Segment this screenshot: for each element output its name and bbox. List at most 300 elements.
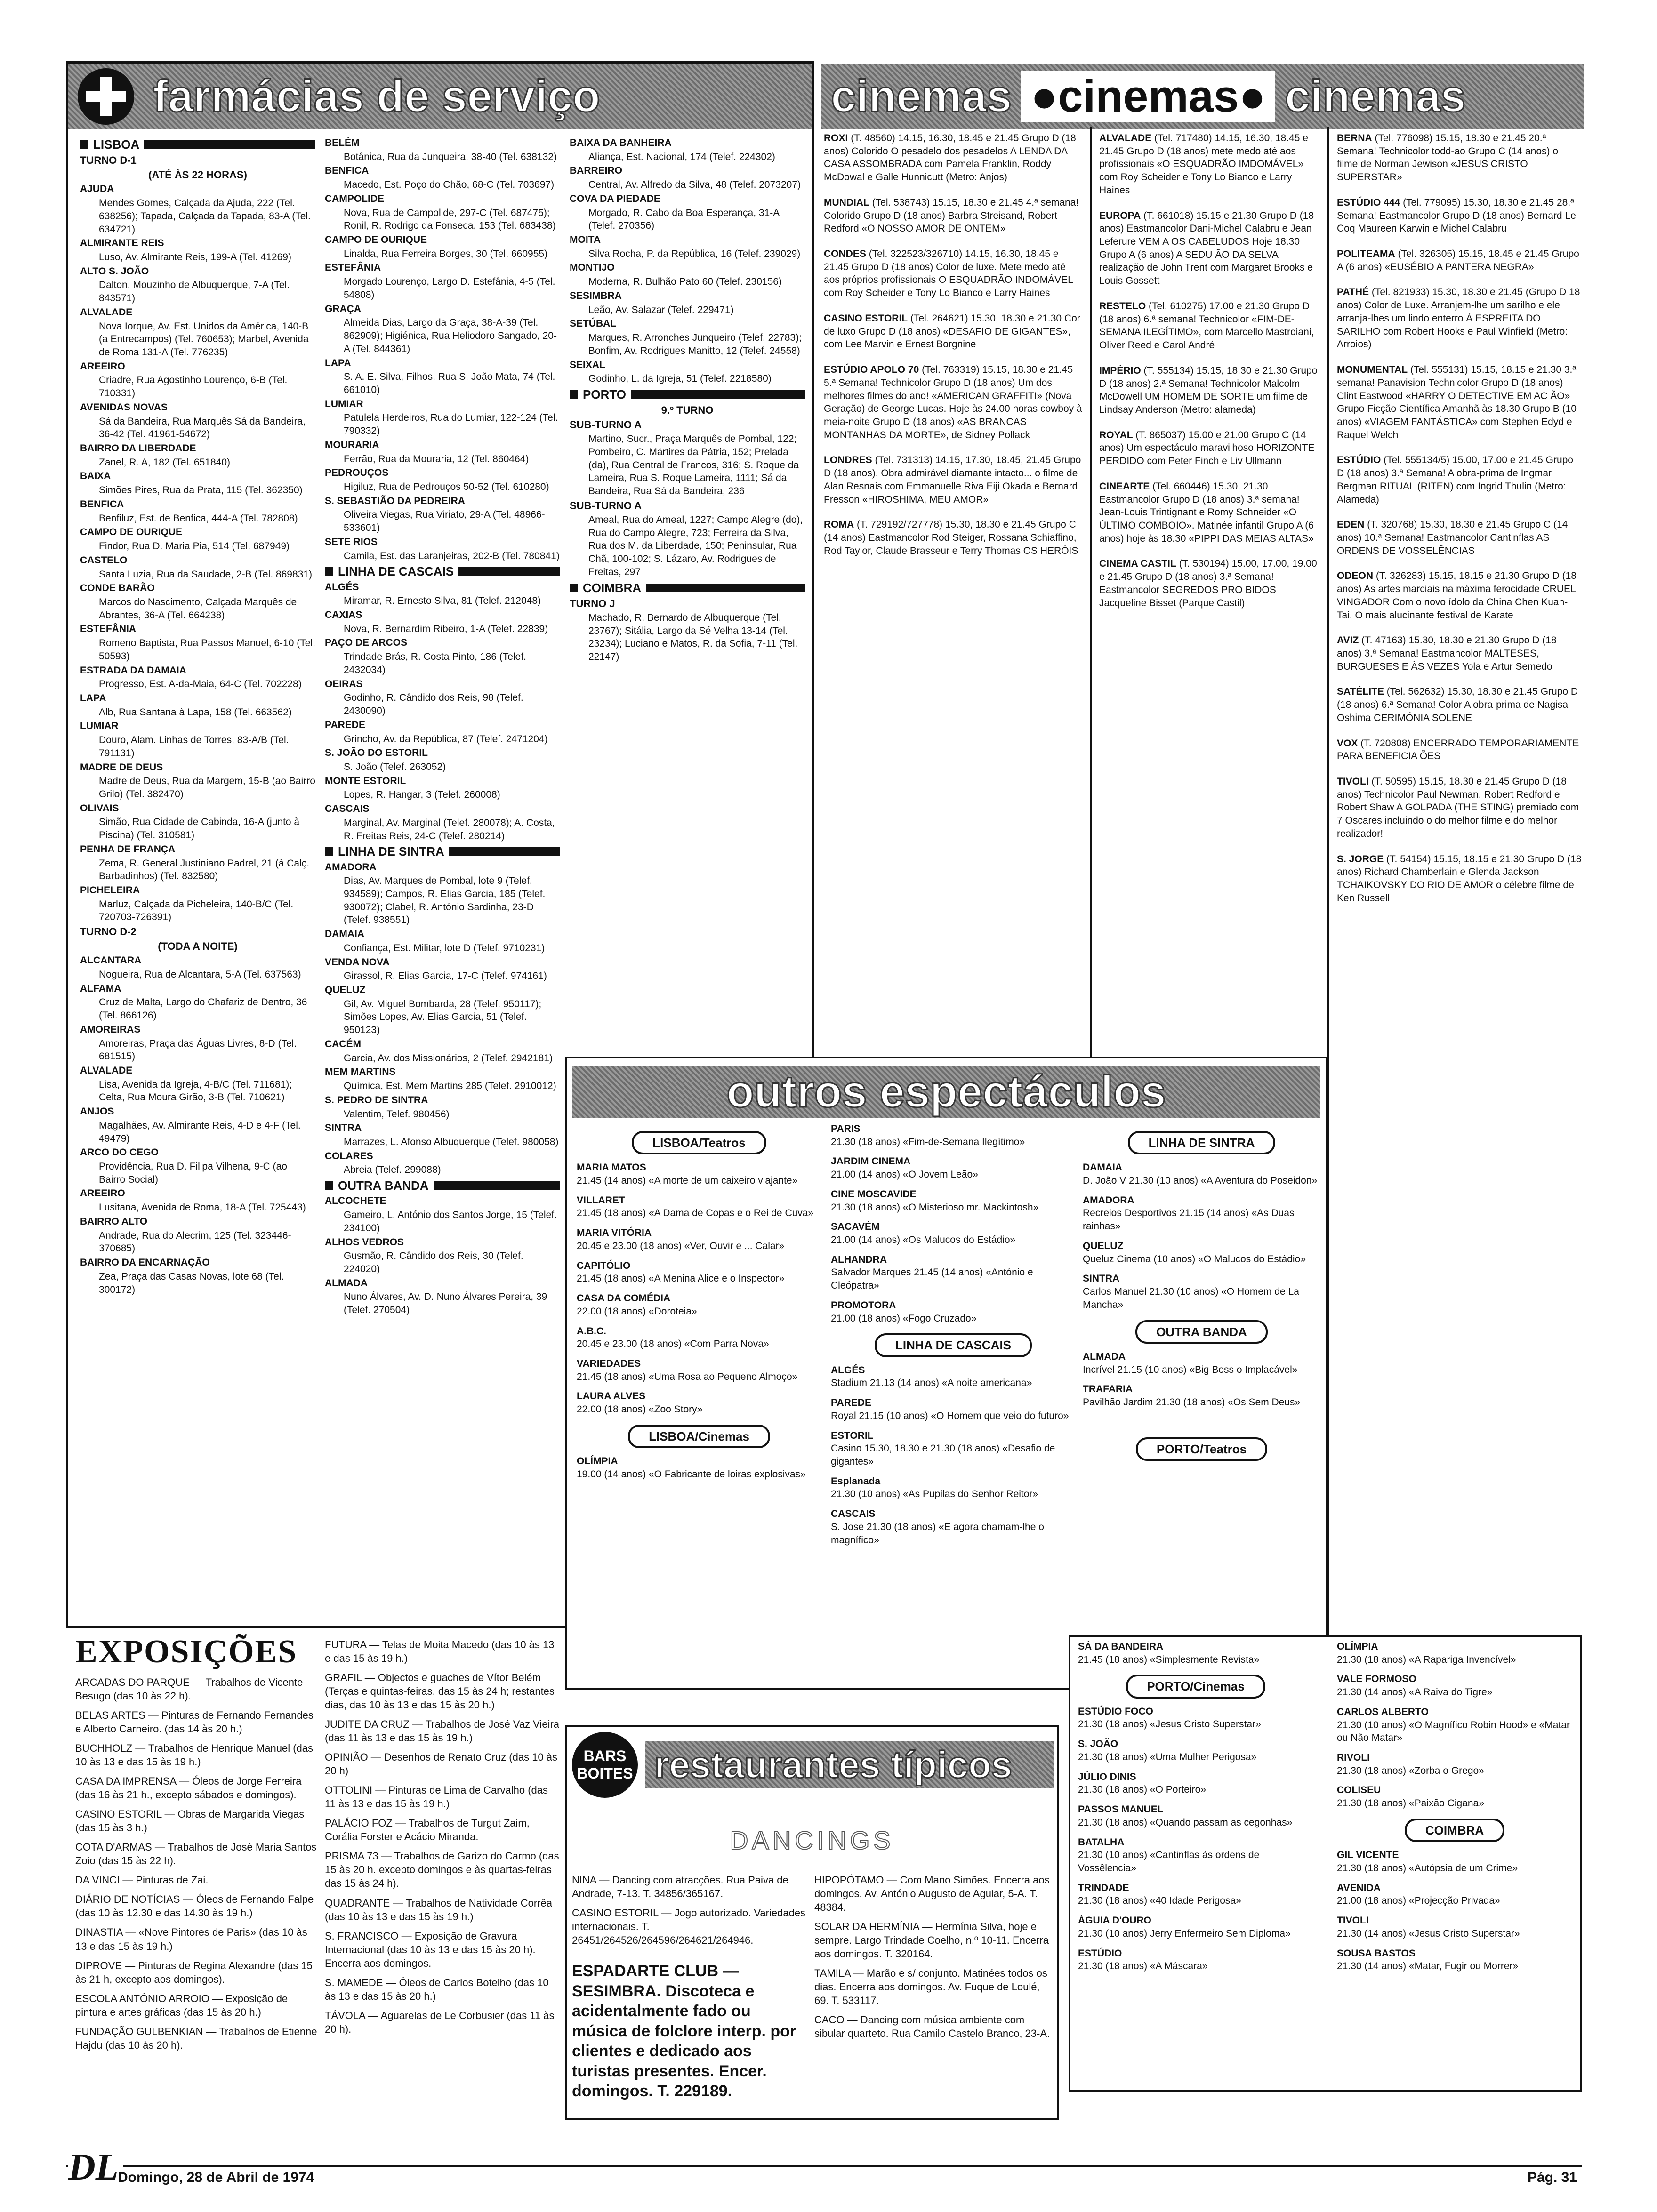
venue-entry: SOLAR DA HERMÍNIA — Hermínia Silva, hoje e sempre. Largo Trindade Coelho, n.º 10-11. Encerra aos domingos. T. 320164. <box>814 1921 1049 1960</box>
list-item-title: LAURA ALVES <box>577 1391 646 1402</box>
pharmacy-entry: Providência, Rua D. Filipa Vilhena, 9-C (ao Bairro Social) <box>99 1161 287 1185</box>
list-item <box>1099 557 1323 609</box>
list-item <box>1078 1947 1313 1973</box>
pharmacy-entry: Moderna, R. Bulhão Pato 60 (Telef. 230156) <box>588 276 782 288</box>
pharmacy-entry: Nuno Álvares, Av. D. Nuno Álvares Pereira, 39 (Telef. 270504) <box>344 1291 547 1316</box>
list-item-title: AVIZ <box>1337 635 1359 646</box>
list-item-detail: (Tel. 264621) 15.30, 18.30 e 21.30 Cor de luxo Grupo D (18 anos) «DESAFIO DE GIGANTES», com Lee Marvin e Ernest Borgnine <box>824 313 1080 350</box>
exposicoes-col-2 <box>325 1638 560 2099</box>
list-item-title: Esplanada <box>831 1475 881 1487</box>
list-item-title: CASCAIS <box>831 1508 876 1520</box>
list-item-detail: (Tel. 562632) 15.30, 18.30 e 21.45 Grupo D (18 anos) 6.ª Semana! Color A obra-prima de Nagisa Oshima CERIMÓNIA SOLENE <box>1337 686 1578 723</box>
list-item <box>1337 196 1582 235</box>
district-name: PICHELEIRA <box>80 885 140 896</box>
list-item-title: BATALHA <box>1078 1836 1125 1848</box>
turno-label: SUB-TURNO A <box>570 499 642 512</box>
list-item-title: DAMAIA <box>1083 1162 1122 1173</box>
turno-label: 9.º TURNO <box>661 404 714 417</box>
list-item <box>831 1299 1076 1325</box>
list-item <box>1337 775 1582 841</box>
pharmacy-entry: Nova, Rua de Campolide, 297-C (Tel. 687475); Ronil, R. Rodrigo da Fonseca, 153 (Tel. 683438) <box>344 207 556 232</box>
list-item-detail: 21.45 (18 anos) «Uma Rosa ao Pequeno Almoço» <box>577 1371 798 1382</box>
list-item-detail: (Tel. 555131) 15.15, 18.15 e 21.30 3.ª semana! Panavision Technicolor Grupo D (18 anos) Clint Eastwood «HARRY O DETECTIVE EM AC ÃO» Grupo Ficção Científica Amanhã às 18.30 Grupo B (10 anos) «VIAGEM FANTÁSTICA» com Stephen Edyd e Raquel Welch <box>1337 364 1577 441</box>
district-name: AVENIDAS NOVAS <box>80 401 168 413</box>
list-item <box>831 1155 1076 1181</box>
list-item <box>577 1161 821 1187</box>
lisboa-cinemas-label: LISBOA/Cinemas <box>628 1425 770 1448</box>
pharmacy-entry: Botânica, Rua da Junqueira, 38-40 (Tel. 638132) <box>344 151 557 162</box>
pharmacy-entry: Marques, R. Arronches Junqueiro (Telef. 22783); Bonfim, Av. Rodrigues Manitto, 12 (Telef. 24558) <box>588 332 802 356</box>
list-item-detail: (Tel. 821933) 15.30, 18.30 e 21.45 (Grupo D 18 anos) Color de Luxe. Arranjem-lhe um sarilho e ele arranja-lhes um lindo enterro À ESPREITA DO SARILHO com Robert Hooks e Paul Winfield (Metro: Arroios) <box>1337 287 1580 350</box>
list-item-title: CAPITÓLIO <box>577 1260 631 1271</box>
district-name: AMOREIRAS <box>80 1024 141 1035</box>
list-item-detail: 21.30 (10 anos) «Cantinflas às ordens de Vossêlencia» <box>1078 1850 1260 1874</box>
pharmacy-entry: Dalton, Mouzinho de Albuquerque, 7-A (Tel. 843571) <box>99 280 290 304</box>
list-item-title: CASINO ESTORIL <box>824 313 908 324</box>
pharmacy-entry: Morgado, R. Cabo da Boa Esperança, 31-A (Telef. 270356) <box>588 207 780 232</box>
list-item <box>831 1507 1076 1547</box>
turno-label: TURNO D-1 <box>80 154 137 167</box>
list-item-detail: (T. 720808) ENCERRADO TEMPORARIAMENTE PARA BENEFICIA ÕES <box>1337 737 1579 762</box>
district-name: ALVALADE <box>80 1065 133 1076</box>
list-item-detail: 21.30 (10 anos) Jerry Enfermeiro Sem Diploma» <box>1078 1928 1291 1939</box>
pharmacy-entry: Andrade, Rua do Alecrim, 125 (Tel. 323446-370685) <box>99 1230 291 1254</box>
list-item-detail: (T. 729192/727778) 15.30, 18.30 e 21.45 Grupo C (14 anos) Eastmancolor Rod Steiger, Rossana Schiaffino, Rod Taylor, Claude Brasseur e Terry Thomas OS HERÓIS <box>824 519 1078 556</box>
district-name: MONTIJO <box>570 262 615 273</box>
district-name: MEM MARTINS <box>325 1066 396 1078</box>
venue-entry: HIPOPÓTAMO — Com Mano Simões. Encerra aos domingos. Av. António Augusto de Aguiar, 5-A. T. 48384. <box>814 1874 1050 1914</box>
district-name: BELÉM <box>325 137 360 148</box>
list-item-detail: Royal 21.15 (10 anos) «O Homem que veio do futuro» <box>831 1410 1069 1421</box>
pharmacy-entry: Trindade Brás, R. Costa Pinto, 186 (Telef. 2432034) <box>344 651 526 675</box>
pharmacy-entry: Marluz, Calçada da Picheleira, 140-B/C (Tel. 720703-726391) <box>99 898 294 923</box>
list-item <box>577 1325 821 1351</box>
pharmacy-entry: Godinho, L. da Igreja, 51 (Telef. 2218580) <box>588 373 772 385</box>
exhibition-entry: DIÁRIO DE NOTÍCIAS — Óleos de Fernando Falpe (das 10 às 12.30 e das 14.30 às 19 h.) <box>75 1893 314 1919</box>
district-name: AREEIRO <box>80 1188 125 1199</box>
cinemas-header <box>821 64 1584 129</box>
district-name: ALTO S. JOÃO <box>80 265 149 277</box>
section-header: PORTO <box>570 386 805 402</box>
list-item-detail: 21.30 (18 anos) «Autópsia de um Crime» <box>1337 1862 1518 1874</box>
list-item-detail: (Tel. 538743) 15.15, 18.30 e 21.45 4.ª semana! Colorido Grupo D (18 anos) Barbra Streisand, Robert Redford «O NOSSO AMOR DE ONTEM» <box>824 197 1079 234</box>
list-item-title: EDEN <box>1337 519 1365 530</box>
porto-col-right <box>1337 1640 1572 2087</box>
pharmacy-entry: Morgado Lourenço, Largo D. Estefânia, 4-5 (Tel. 54808) <box>344 276 555 300</box>
list-item-detail: 21.30 (18 anos) «Uma Mulher Perigosa» <box>1078 1751 1257 1763</box>
list-item <box>1337 1673 1572 1699</box>
list-item-title: ODEON <box>1337 570 1374 582</box>
exposicoes-title: EXPOSIÇÕES <box>75 1634 298 1670</box>
logo: DL <box>68 2146 123 2189</box>
district-name: AREEIRO <box>80 361 125 372</box>
pharmacy-entry: Alb, Rua Santana à Lapa, 158 (Tel. 663562) <box>99 706 292 718</box>
pharmacy-entry: Miramar, R. Ernesto Silva, 81 (Telef. 212048) <box>344 595 541 607</box>
list-item-title: SATÉLITE <box>1337 686 1384 697</box>
exposicoes-col-1 <box>75 1675 320 2099</box>
list-item-detail: Pavilhão Jardim 21.30 (18 anos) «Os Sem Deus» <box>1083 1396 1301 1408</box>
pharmacy-entry: Linalda, Rua Ferreira Borges, 30 (Tel. 660955) <box>344 248 548 259</box>
list-item-title: AMADORA <box>1083 1194 1134 1206</box>
district-name: MONTE ESTORIL <box>325 775 406 786</box>
list-item-title: ESTORIL <box>831 1430 874 1441</box>
district-name: QUELUZ <box>325 985 366 996</box>
turno-label: SUB-TURNO A <box>570 419 642 431</box>
district-name: BAIRRO DA ENCARNAÇÃO <box>80 1257 210 1268</box>
district-name: PAREDE <box>325 719 365 730</box>
district-name: S. JOÃO DO ESTORIL <box>325 747 428 759</box>
list-item <box>1099 480 1323 545</box>
pharmacy-entry: Dias, Av. Marques de Pombal, lote 9 (Telef. 934589); Campos, R. Elias Garcia, 185 (Telef. 930072); Clabel, R. António Sardinha, 23-D (Telef. 938551) <box>344 875 546 926</box>
list-item-detail: Incrível 21.15 (10 anos) «Big Boss o Implacável» <box>1083 1364 1298 1375</box>
list-item-detail: 21.00 (14 anos) «O Jovem Leão» <box>831 1169 978 1180</box>
dancings-title: DANCINGS <box>730 1827 894 1855</box>
list-item-detail: 21.30 (14 anos) «Jesus Cristo Superstar» <box>1337 1928 1520 1939</box>
list-item: OLÍMPIA 19.00 (14 anos) «O Fabricante de loiras explosivas» <box>577 1456 806 1480</box>
outros-header <box>572 1066 1320 1118</box>
pharmacy-entry: Zema, R. General Justiniano Padrel, 21 (à Calç. Barbadinhos) (Tel. 832580) <box>99 858 310 882</box>
exhibition-entry: DIPROVE — Pinturas de Regina Alexandre (das 15 às 21 h, excepto aos domingos). <box>75 1959 313 1985</box>
pharmacy-entry: Química, Est. Mem Martins 285 (Telef. 2910012) <box>344 1081 556 1092</box>
district-name: S. PEDRO DE SINTRA <box>325 1094 428 1106</box>
espadarte-ad: ESPADARTE CLUB — SESIMBRA. Discoteca e acidentalmente fado ou música de folclore interp. por clientes e dedicado aos turistas presentes. Encer. domingos. T. 229189. <box>572 1962 796 2100</box>
district-name: DAMAIA <box>325 929 364 940</box>
list-item-detail: 21.30 (18 anos) «O Porteiro» <box>1078 1784 1206 1795</box>
list-item-title: A.B.C. <box>577 1325 606 1337</box>
list-item-title: ALMADA <box>1083 1351 1126 1362</box>
linha-cascais-label: LINHA DE CASCAIS <box>875 1333 1032 1357</box>
list-item <box>831 1253 1076 1292</box>
pharmacy-entry: Almeida Dias, Largo da Graça, 38-A-39 (Tel. 862909); Higiénica, Rua Heliodoro Sangado, 20-A (Tel. 844361) <box>344 317 557 354</box>
pharmacy-entry: Sá da Bandeira, Rua Marquês Sá da Bandeira, 36-42 (Tel. 41961-54672) <box>99 416 306 440</box>
list-item-detail: (T. 530194) 15.00, 17.00, 19.00 e 21.45 Grupo D (18 anos) 3.ª Semana! Eastmancolor SEGREDOS PRO BIDOS Jacqueline Bisset (Parque Castil) <box>1099 558 1317 609</box>
list-item-detail: 21.30 (18 anos) «Paixão Cigana» <box>1337 1798 1484 1809</box>
pharmacy-entry: Nova, R. Bernardim Ribeiro, 1-A (Telef. 22839) <box>344 623 548 634</box>
exhibition-entry: BUCHHOLZ — Trabalhos de Henrique Manuel (das 10 às 13 e das 15 às 19 h.) <box>75 1742 314 1768</box>
list-item-detail: (T. 661018) 15.15 e 21.30 Grupo D (18 anos) Eastmancolor Dani-Michel Calabru e Jean Leferure VEM A OS CABELUDOS Hoje 18.30 Grupo A (6 anos) A SEDU ÃO DA SELVA realização de John Trent com Margaret Brooks e Louis Gossett <box>1099 210 1314 287</box>
cinemas-title-left: cinemas <box>831 71 1012 121</box>
pharmacy-entry: Leão, Av. Salazar (Telef. 229471) <box>588 304 734 315</box>
list-item <box>831 1122 1076 1148</box>
pharmacy-entry: Gusmão, R. Cândido dos Reis, 30 (Telef. 224020) <box>344 1250 523 1274</box>
bars-badge: BARS BOITES <box>572 1732 638 1798</box>
list-item-detail: (T. 320768) 15.30, 18.30 e 21.45 Grupo C (14 anos) 10.ª Semana! Eastmancolor Cantinflas AS ORDENS DE VOSSELÊNCIAS <box>1337 519 1568 556</box>
list-item-detail: (Tel. 731313) 14.15, 17.30, 18.45, 21.45 Grupo D (18 anos). Obra admirável diamante intacto... o filme de Alan Resnais com Emmanuelle Riva Eiji Okada e Bernard Fresson «HIROSHIMA, MEU AMOR» <box>824 455 1081 505</box>
list-item <box>1337 1706 1572 1745</box>
list-item-title: ALGÉS <box>831 1364 865 1376</box>
bares-header <box>645 1741 1054 1788</box>
list-item-title: IMPÉRIO <box>1099 365 1141 376</box>
list-item-detail: 22.00 (18 anos) «Doroteia» <box>577 1306 697 1317</box>
pharmacy-entry: Progresso, Est. A-da-Maia, 64-C (Tel. 702228) <box>99 679 302 690</box>
list-item <box>577 1292 821 1318</box>
list-item <box>577 1226 821 1252</box>
list-item-title: TRAFARIA <box>1083 1384 1133 1395</box>
district-name: PENHA DE FRANÇA <box>80 843 176 855</box>
farmacias-col-2 <box>325 136 560 1619</box>
pharmacy-entry: Findor, Rua D. Maria Pia, 514 (Tel. 687949) <box>99 541 290 552</box>
list-item-detail: (T. 48560) 14.15, 16.30, 18.45 e 21.45 Grupo D (18 anos) Colorido O pesadelo dos pesadelos A LENDA DA CASA ASSOMBRADA com Pamela Franklin, Roddy McDowal e Galle Hunnicutt (Metro: Anjos) <box>824 133 1076 183</box>
list-item-title: PAREDE <box>831 1397 871 1409</box>
list-item <box>577 1259 821 1285</box>
pharmacy-entry: S. A. E. Silva, Filhos, Rua S. João Mata, 74 (Tel. 661010) <box>344 371 555 395</box>
list-item-title: ESTÚDIO FOCO <box>1078 1706 1153 1717</box>
pharmacy-entry: Simão, Rua Cidade de Cabinda, 16-A (junto à Piscina) (Tel. 310581) <box>99 817 300 841</box>
exhibition-entry: FUNDAÇÃO GULBENKIAN — Trabalhos de Etienne Hajdu (das 10 às 20 h). <box>75 2025 317 2051</box>
pharmacy-entry: Nova Iorque, Av. Est. Unidos da América, 140-B (a Entrecampos) (Tel. 760653); Marbel, Avenida de Roma 131-A (Tel. 776235) <box>99 321 309 358</box>
list-item <box>1337 518 1582 557</box>
exhibition-entry: QUADRANTE — Trabalhos de Natividade Corrêa (das 10 às 13 e das 15 às 19 h.) <box>325 1897 552 1923</box>
venue-entry: CASINO ESTORIL — Jogo autorizado. Variedades internacionais. T. 26451/264526/264596/264621/264946. <box>572 1907 806 1947</box>
list-item-detail: S. José 21.30 (18 anos) «E agora chamam-lhe o magnífico» <box>831 1521 1044 1546</box>
list-item-title: JÚLIO DINIS <box>1078 1771 1136 1782</box>
district-name: ESTEFÂNIA <box>325 262 381 273</box>
exhibition-entry: DA VINCI — Pinturas de Zai. <box>75 1874 209 1886</box>
list-item-detail: D. João V 21.30 (10 anos) «A Aventura do Poseidon» <box>1083 1175 1318 1186</box>
district-name: ARCO DO CEGO <box>80 1147 159 1158</box>
exhibition-entry: PRISMA 73 — Trabalhos de Garizo do Carmo (das 15 às 20 h. excepto domingos e às quartas-feiras das 15 às 24 h). <box>325 1850 559 1890</box>
list-item <box>1078 1705 1313 1731</box>
district-name: CAMPO DE OURIQUE <box>325 234 427 246</box>
outros-col-2 <box>831 1122 1076 1687</box>
section-header: LISBOA <box>80 136 315 152</box>
list-item-title: VALE FORMOSO <box>1337 1674 1416 1685</box>
list-item <box>1099 364 1323 417</box>
district-name: BAIXA DA BANHEIRA <box>570 137 672 148</box>
list-item-detail: (Tel. 717480) 14.15, 16.30, 18.45 e 21.45 Grupo D (18 anos) mete medo até aos profissionais «O ESQUADRÃO IMDOMÁVEL» com Roy Scheider e Tony Lo Bianco e Larry Haines <box>1099 133 1308 196</box>
exhibition-entry: BELAS ARTES — Pinturas de Fernando Fernandes e Alberto Carneiro. (das 14 às 20 h.) <box>75 1709 314 1735</box>
list-item-title: CARLOS ALBERTO <box>1337 1706 1429 1717</box>
list-item-detail: (Tel. 660446) 15.30, 21.30 Eastmancolor Grupo D (18 anos) 3.ª semana! Jean-Louis Trintignant e Romy Schneider «O ÚLTIMO COMBOIO». Matinée infantil Grupo A (6 anos) hoje às 18.30 «PIPPI DAS MEIAS ALTAS» <box>1099 481 1314 544</box>
district-name: S. SEBASTIÃO DA PEDREIRA <box>325 495 465 506</box>
district-name: PAÇO DE ARCOS <box>325 637 408 649</box>
district-name: SEIXAL <box>570 359 605 370</box>
list-item-title: ROXI <box>824 133 848 144</box>
exhibition-entry: ARCADAS DO PARQUE — Trabalhos de Vicente Besugo (das 10 às 22 h). <box>75 1676 303 1702</box>
exhibition-entry: JUDITE DA CRUZ — Trabalhos de José Vaz Vieira (das 11 às 13 e das 15 às 19 h.) <box>325 1718 560 1744</box>
list-item-detail: (T. 54154) 15.15, 18.15 e 21.30 Grupo D (18 anos) Richard Chamberlain e Glenda Jackson TCHAIKOVSKY DO RIO DE AMOR o célebre filme de Ken Russell <box>1337 853 1582 904</box>
district-name: AJUDA <box>80 184 114 195</box>
list-item-detail: Casino 15.30, 18.30 e 21.30 (18 anos) «Desafio de gigantes» <box>831 1443 1055 1467</box>
list-item-title: ALHANDRA <box>831 1254 887 1265</box>
district-name: MOITA <box>570 234 601 246</box>
outros-col-3 <box>1083 1122 1320 1687</box>
list-item-title: PASSOS MANUEL <box>1078 1804 1164 1815</box>
list-item-detail: 20.45 e 23.00 (18 anos) «Com Parra Nova» <box>577 1338 769 1350</box>
list-item <box>1337 286 1582 351</box>
exhibition-entry: S. FRANCISCO — Exposição de Gravura Internacional (das 10 às 13 e das 15 às 20 h). Encerra aos domingos. <box>325 1930 536 1969</box>
list-item-detail: 21.00 (14 anos) «Os Malucos do Estádio» <box>831 1234 1016 1246</box>
list-item-title: OLÍMPIA <box>1337 1641 1378 1652</box>
list-item <box>824 132 1083 184</box>
list-item-detail: 21.30 (14 anos) «A Raiva do Tigre» <box>1337 1687 1493 1698</box>
pharmacy-entry: Macedo, Est. Poço do Chão, 68-C (Tel. 703697) <box>344 179 555 191</box>
pharmacy-entry: Martino, Sucr., Praça Marquês de Pombal, 122; Pombeiro, C. Mártires da Pátria, 152; Prelada (da), Rua Central de Francos, 316; S. Roque da Lameira, Rua S. Roque Lameira, 1111; Sá da Bandeira, Rua Sá da Bandeira, 236 <box>588 433 799 497</box>
cinemas-col-2 <box>1099 132 1323 1064</box>
cinemas-divider-1 <box>1090 127 1092 1064</box>
pharmacy-entry: Garcia, Av. dos Missionários, 2 (Telef. 2942181) <box>344 1052 553 1064</box>
list-item-title: CINEARTE <box>1099 481 1150 492</box>
list-item-title: SOUSA BASTOS <box>1337 1948 1416 1959</box>
list-item <box>1337 363 1582 441</box>
district-name: CONDE BARÃO <box>80 583 155 594</box>
pharmacy-entry: Valentim, Telef. 980456) <box>344 1108 450 1120</box>
pharmacy-entry: Criadre, Rua Agostinho Lourenço, 6-B (Tel. 710331) <box>99 375 288 399</box>
pharmacy-entry: Patulela Herdeiros, Rua do Lumiar, 122-124 (Tel. 790332) <box>344 412 558 437</box>
list-item-title: ESTÚDIO <box>1078 1948 1122 1959</box>
list-item-detail: 21.30 (18 anos) «Jesus Cristo Superstar» <box>1078 1719 1261 1730</box>
list-item-title: EUROPA <box>1099 210 1141 221</box>
list-item-detail: (Tel. 779095) 15.30, 18.30 e 21.45 28.ª Semana! Eastmancolor Grupo D (18 anos) Bernard Le Coq Maureen Karwin e Michel Calabru <box>1337 197 1576 234</box>
list-item-title: BERNA <box>1337 133 1372 144</box>
list-item-detail: (Tel. 555134/5) 15.00, 17.00 e 21.45 Grupo D (18 anos) 3.ª Semana! A obra-prima de Ingmar Bergman RITUAL (RITEN) com Ingrid Thulin (Metro: Alameda) <box>1337 455 1573 505</box>
list-item <box>1337 248 1582 273</box>
cinemas-col-3 <box>1337 132 1582 1638</box>
pharmacy-entry: Abreia (Telef. 299088) <box>344 1164 441 1176</box>
porto-cinemas-label: PORTO/Cinemas <box>1126 1675 1265 1698</box>
list-item <box>577 1357 821 1383</box>
district-name: ESTEFÂNIA <box>80 624 137 635</box>
pharmacy-entry: Gil, Av. Miguel Bombarda, 28 (Telef. 950117); Simões Lopes, Av. Elias Garcia, 51 (Telef. 950123) <box>344 998 542 1036</box>
farmacias-header <box>68 64 812 129</box>
outra-banda-label: OUTRA BANDA <box>1135 1320 1268 1344</box>
coimbra-label: COIMBRA <box>1405 1819 1504 1842</box>
bares-title: restaurantes típicos <box>654 1744 1013 1786</box>
list-item-detail: 21.30 (18 anos) «O Misterioso mr. Mackintosh» <box>831 1202 1039 1213</box>
list-item-title: VILLARET <box>577 1194 625 1206</box>
list-item <box>824 196 1083 235</box>
district-name: SINTRA <box>325 1122 362 1134</box>
district-name: ALFAMA <box>80 983 121 994</box>
list-item <box>1337 685 1582 724</box>
district-name: AMADORA <box>325 861 377 873</box>
pharmacy-entry: Godinho, R. Cândido dos Reis, 98 (Telef. 2430090) <box>344 692 523 717</box>
list-item-detail: (T. 555134) 15.15, 18.30 e 21.30 Grupo D (18 anos) 2.ª Semana! Technicolor Malcolm McDowell UM HOMEM DE SORTE um filme de Lindsay Anderson (Metro: alameda) <box>1099 365 1318 415</box>
venue-entry: TAMILA — Marão e s/ conjunto. Matinées todos os dias. Encerra aos domingos. Av. Fuque de Loulé, 69. T. 533117. <box>814 1967 1047 2007</box>
list-item <box>831 1364 1076 1390</box>
venue-entry: NINA — Dancing com atracções. Rua Paiva de Andrade, 7-13. T. 34856/365167. <box>572 1874 788 1900</box>
list-item-detail: 21.45 (18 anos) «A Menina Alice e o Inspector» <box>577 1273 785 1284</box>
pharmacy-entry: Central, Av. Alfredo da Silva, 48 (Telef. 2073207) <box>588 179 801 191</box>
district-name: BENFICA <box>80 498 124 510</box>
cinemas-title-right: cinemas <box>1285 71 1466 121</box>
list-item: SÁ DA BANDEIRA 21.45 (18 anos) «Simplesmente Revista» <box>1078 1641 1260 1665</box>
list-item-title: CONDES <box>824 248 866 260</box>
red-cross-icon <box>78 68 134 125</box>
list-item-detail: (Tel. 763319) 15.15, 18.30 e 21.45 5.ª Semana! Technicolor Grupo D (18 anos) Um dos melhores filmes do ano! «AMERICAN GRAFFITI» (Nova Geração) de George Lucas. Hoje às 24.00 horas cowboy à meia-noite Grupo D (18 anos) «AS BRANCAS MONTANHAS DA MORTE», de Sidney Pollack <box>824 364 1082 441</box>
lisboa-teatros-label: LISBOA/Teatros <box>632 1131 766 1154</box>
pharmacy-entry: Ferrão, Rua da Mouraria, 12 (Tel. 860464) <box>344 453 529 465</box>
list-item <box>1337 1784 1572 1810</box>
exhibition-entry: PALÁCIO FOZ — Trabalhos de Turgut Zaim, Corália Forster e Acácio Miranda. <box>325 1817 530 1843</box>
list-item-title: SACAVÉM <box>831 1221 880 1233</box>
turno-label: TURNO D-2 <box>80 926 137 938</box>
pharmacy-entry: Nogueira, Rua de Alcantara, 5-A (Tel. 637563) <box>99 969 301 980</box>
section-header: COIMBRA <box>570 580 805 596</box>
district-name: CAMPO DE OURIQUE <box>80 527 183 538</box>
cinemas-title: ●cinemas● <box>1021 71 1275 122</box>
district-name: ALGÉS <box>325 581 359 593</box>
list-item-title: AVENIDA <box>1337 1882 1381 1893</box>
list-item-detail: 21.00 (18 anos) «Projecção Privada» <box>1337 1895 1500 1907</box>
list-item <box>1099 209 1323 288</box>
pharmacy-entry: Gameiro, L. António dos Santos Jorge, 15 (Telef. 234100) <box>344 1210 557 1234</box>
list-item <box>1083 1240 1320 1266</box>
pharmacy-entry: Simões Pires, Rua da Prata, 115 (Tel. 362350) <box>99 485 303 496</box>
exhibition-entry: OTTOLINI — Pinturas de Lima de Carvalho (das 11 às 13 e das 15 às 19 h.) <box>325 1784 548 1810</box>
list-item-title: TIVOLI <box>1337 776 1369 787</box>
list-item-detail: (Tel. 322523/326710) 14.15, 16.30, 18.45 e 21.45 Grupo D (18 anos) Color de luxe. Mete medo até aos próprios profissionais O ESQUADRÃO INDOMÁVEL com Roy Scheider e Tony Lo Bianco e Larry Haines <box>824 248 1073 299</box>
pharmacy-entry: Magalhães, Av. Almirante Reis, 4-D e 4-F (Tel. 49479) <box>99 1120 301 1144</box>
list-item-title: TIVOLI <box>1337 1915 1369 1926</box>
list-item <box>1078 1738 1313 1763</box>
district-name: CACÉM <box>325 1038 361 1050</box>
porto-col-left <box>1078 1640 1313 2087</box>
district-name: OLIVAIS <box>80 802 119 814</box>
pharmacy-entry: Zea, Praça das Casas Novas, lote 68 (Tel. 300172) <box>99 1271 284 1295</box>
section-header: LINHA DE SINTRA <box>325 843 560 859</box>
list-item <box>1099 300 1323 352</box>
list-item-title: S. JORGE <box>1337 853 1384 865</box>
district-name: BAIXA <box>80 471 111 482</box>
list-item-detail: Queluz Cinema (10 anos) «O Malucos do Estádio» <box>1083 1253 1306 1265</box>
district-name: PEDROUÇOS <box>325 467 389 479</box>
list-item-title: JARDIM CINEMA <box>831 1156 911 1167</box>
turno-label: (TODA A NOITE) <box>158 940 238 953</box>
list-item-title: CINEMA CASTIL <box>1099 558 1176 569</box>
list-item-detail: 21.30 (14 anos) «Matar, Fugir ou Morrer» <box>1337 1961 1519 1972</box>
exhibition-entry: S. MAMEDE — Óleos de Carlos Botelho (das 10 às 13 e das 15 às 20 h.) <box>325 1976 549 2002</box>
list-item-detail: 21.30 (10 anos) «O Magnífico Robin Hood» e «Matar ou Não Matar» <box>1337 1719 1570 1744</box>
porto-teatros-label: PORTO/Teatros <box>1136 1437 1267 1461</box>
district-name: COVA DA PIEDADE <box>570 193 660 204</box>
pharmacy-entry: Girassol, R. Elias Garcia, 17-C (Telef. 974161) <box>344 970 547 982</box>
list-item <box>1099 429 1323 468</box>
list-item <box>1083 1383 1320 1409</box>
exhibition-entry: OPINIÃO — Desenhos de Renato Cruz (das 10 às 20 h) <box>325 1751 558 1777</box>
district-name: ALHOS VEDROS <box>325 1236 404 1248</box>
list-item-title: MONUMENTAL <box>1337 364 1408 376</box>
list-item <box>831 1220 1076 1246</box>
district-name: CAMPOLIDE <box>325 193 384 204</box>
list-item-title: MUNDIAL <box>824 197 869 208</box>
list-item-title: CASA DA COMÉDIA <box>577 1293 671 1304</box>
list-item <box>831 1188 1076 1214</box>
cinemas-col-1 <box>824 132 1083 1064</box>
pharmacy-entry: Confiança, Est. Militar, lote D (Telef. 9710231) <box>344 942 545 954</box>
pharmacy-entry: Luso, Av. Almirante Reis, 199-A (Tel. 41269) <box>99 251 291 263</box>
list-item <box>1337 1849 1572 1875</box>
list-item-title: MARIA MATOS <box>577 1162 646 1173</box>
pharmacy-entry: Mendes Gomes, Calçada da Ajuda, 222 (Tel. 638256); Tapada, Calçada da Tapada, 83-A (Tel. 634721) <box>99 198 311 235</box>
pharmacy-entry: Marcos do Nascimento, Calçada Marquês de Abrantes, 36-A (Tel. 664238) <box>99 596 297 621</box>
district-name: MADRE DE DEUS <box>80 761 163 773</box>
list-item-detail: Recreios Desportivos 21.15 (14 anos) «As Duas rainhas» <box>1083 1208 1295 1232</box>
list-item <box>577 1390 821 1416</box>
district-name: SESIMBRA <box>570 290 622 301</box>
section-header: LINHA DE CASCAIS <box>325 563 560 579</box>
district-name: ALVALADE <box>80 306 133 318</box>
list-item <box>1083 1161 1320 1187</box>
pharmacy-entry: Cruz de Malta, Largo do Chafariz de Dentro, 36 (Tel. 866126) <box>99 997 307 1021</box>
list-item <box>1337 132 1582 184</box>
pharmacy-entry: Lopes, R. Hangar, 3 (Telef. 260008) <box>344 789 500 801</box>
list-item <box>1078 1771 1313 1796</box>
list-item <box>577 1194 821 1220</box>
list-item-title: CINE MOSCAVIDE <box>831 1188 917 1200</box>
list-item-title: RIVOLI <box>1337 1752 1370 1763</box>
list-item-detail: 22.00 (18 anos) «Zoo Story» <box>577 1404 703 1415</box>
